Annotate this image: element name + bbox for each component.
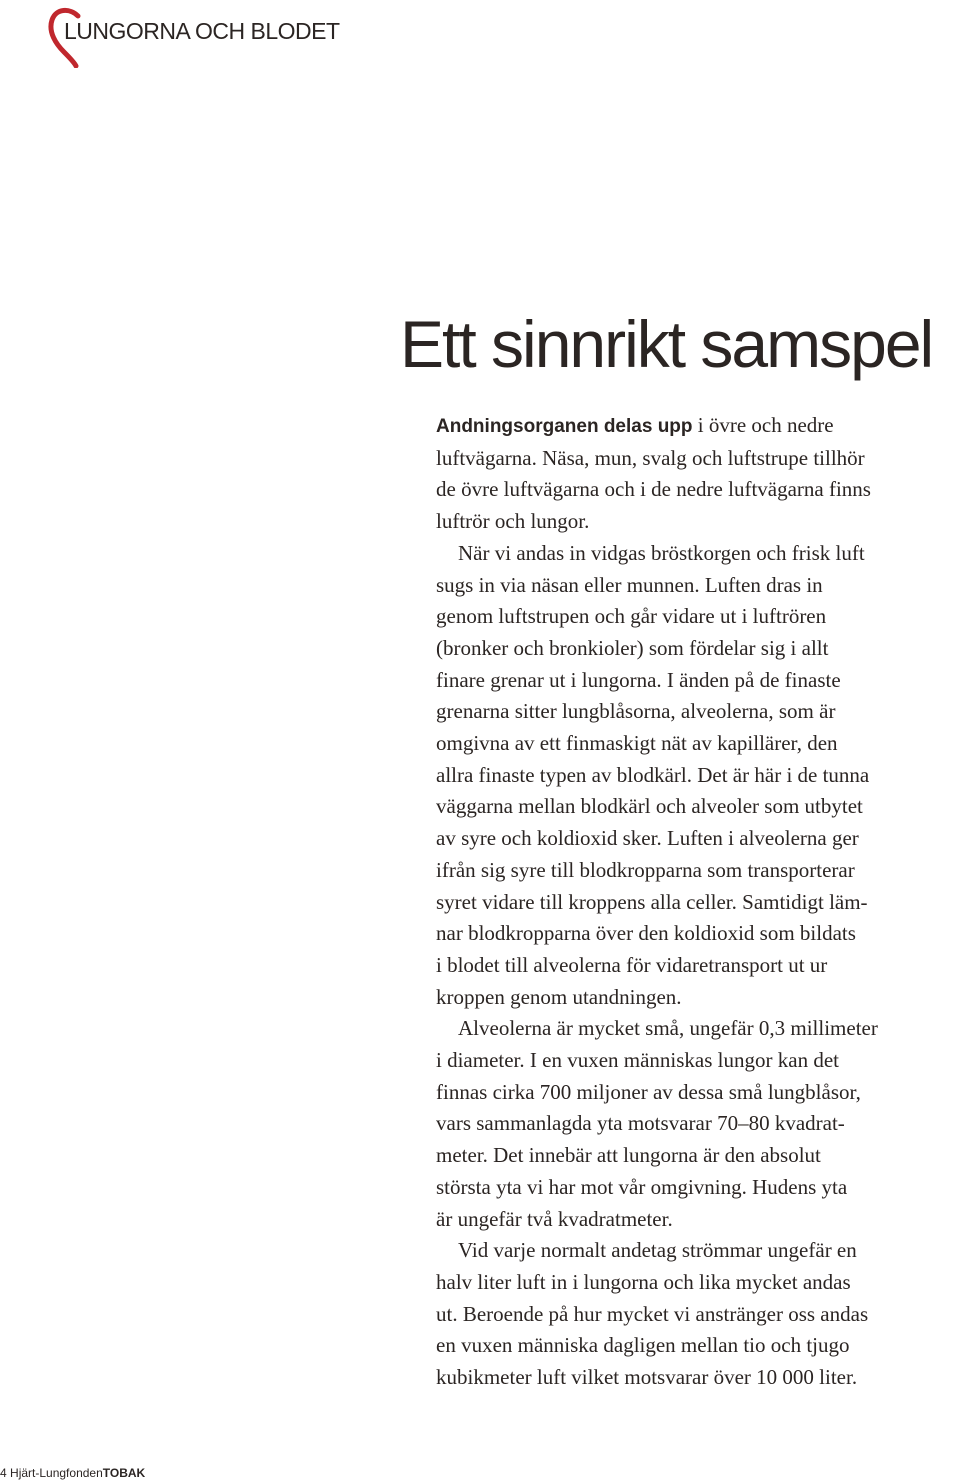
body-line: (bronker och bronkioler) som fördelar sig i allt (436, 635, 829, 660)
body-line: nar blodkropparna över den koldioxid som bildats (436, 921, 856, 946)
lead-text: Andningsorganen delas upp (436, 416, 693, 437)
body-line: i diameter. I en vuxen människas lungor kan det (436, 1048, 839, 1073)
page-number: 4 (0, 1466, 7, 1480)
body-line: i blodet till alveolerna för vidaretransport ut ur (436, 952, 828, 977)
body-line-text: i övre och nedre (692, 413, 834, 437)
body-line (436, 410, 960, 443)
body-line: väggarna mellan blodkärl och alveoler som utbytet (436, 794, 863, 819)
body-line: kubikmeter luft vilket motsvarar över 10 000 liter. (436, 1365, 858, 1390)
paragraph-start: Alveolerna är mycket små, ungefär 0,3 millimeter (458, 1016, 878, 1041)
body-line: allra finaste typen av blodkärl. Det är här i de tunna (436, 762, 870, 787)
body-line: sugs in via näsan eller munnen. Luften dras in (436, 572, 823, 597)
body-line: finnas cirka 700 miljoner av dessa små lungblåsor, (436, 1079, 861, 1104)
body-line: vars sammanlagda yta motsvarar 70–80 kvadrat- (436, 1111, 845, 1136)
article-body (436, 410, 960, 1394)
body-line: syret vidare till kroppens alla celler. Samtidigt läm- (436, 889, 868, 914)
body-line: grenarna sitter lungblåsorna, alveolerna, som är (436, 699, 836, 724)
section-title: LUNGORNA OCH BLODET (64, 18, 340, 44)
paragraph-start: Vid varje normalt andetag strömmar ungefär en (458, 1238, 857, 1263)
body-line: omgivna av ett finmaskigt nät av kapillärer, den (436, 731, 838, 756)
body-line: största yta vi har mot vår omgivning. Hudens yta (436, 1174, 848, 1199)
body-line: en vuxen människa dagligen mellan tio och tjugo (436, 1333, 850, 1358)
body-line: kroppen genom utandningen. (436, 984, 682, 1009)
body-line: av syre och koldioxid sker. Luften i alveolerna ger (436, 826, 859, 851)
page-footer (0, 1466, 145, 1480)
body-line: luftrör och lungor. (436, 509, 590, 534)
body-line: luftvägarna. Näsa, mun, svalg och luftstrupe tillhör (436, 445, 865, 470)
body-line: ut. Beroende på hur mycket vi anstränger oss andas (436, 1301, 869, 1326)
publication-name: TOBAK (102, 1466, 146, 1480)
org-name: Hjärt-Lungfonden (10, 1466, 103, 1480)
body-line: ifrån sig syre till blodkropparna som transporterar (436, 857, 855, 882)
body-line: meter. Det innebär att lungorna är den absolut (436, 1143, 821, 1168)
body-line: genom luftstrupen och går vidare ut i luftrören (436, 604, 827, 629)
page-title: Ett sinnrikt samspel (400, 307, 933, 381)
body-line: de övre luftvägarna och i de nedre luftvägarna finns (436, 477, 871, 502)
body-line: är ungefär två kvadratmeter. (436, 1206, 673, 1231)
body-line: halv liter luft in i lungorna och lika mycket andas (436, 1269, 851, 1294)
paragraph-start: När vi andas in vidgas bröstkorgen och frisk luft (458, 540, 865, 565)
body-line: finare grenar ut i lungorna. I änden på de finaste (436, 667, 841, 692)
